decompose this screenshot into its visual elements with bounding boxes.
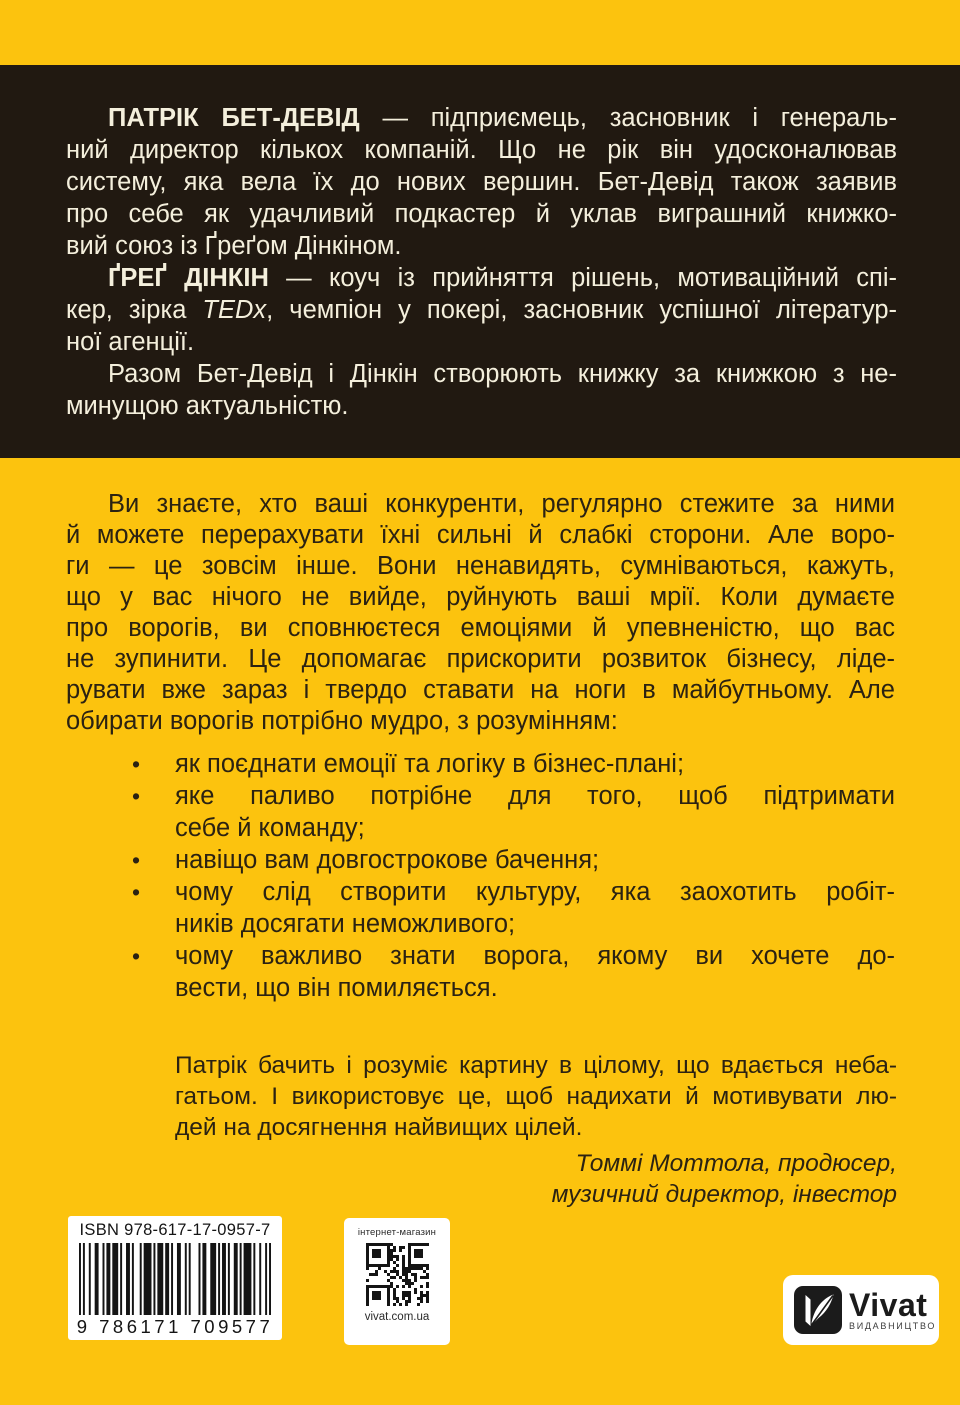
bullet-marker: • xyxy=(132,847,141,873)
text-line: минущою актуальністю. xyxy=(66,392,349,420)
qr-caption-url: vivat.com.ua xyxy=(364,1311,430,1323)
bullet-marker: • xyxy=(132,943,141,969)
text-line: як поєднати емоції та логіку в бізнес-плані; xyxy=(175,750,685,778)
publisher-logo xyxy=(783,1275,939,1345)
list-item xyxy=(66,876,895,940)
text-line: чому важливо знати ворога, якому ви хочете до- xyxy=(175,942,895,970)
list-item xyxy=(66,748,895,780)
endorsement-quote xyxy=(175,1050,897,1210)
text-line: музичний директор, інвестор xyxy=(551,1181,897,1208)
text-line: Ви знаєте, хто ваші конкуренти, регулярно стежите за ними xyxy=(108,490,895,518)
text-line: дей на досягнення найвищих цілей. xyxy=(175,1114,583,1141)
quote-attribution xyxy=(175,1148,897,1210)
bullet-marker: • xyxy=(132,783,141,809)
text-line: Разом Бет-Девід і Дінкін створюють книжку за книжкою з не- xyxy=(108,360,897,388)
annotation-text xyxy=(66,489,895,737)
text-line: рувати вже зараз і твердо ставати на ноги в майбутньому. Але xyxy=(66,676,895,704)
isbn-barcode-box xyxy=(68,1216,282,1340)
barcode-digits: 9 786171 709577 xyxy=(76,1316,274,1337)
authors-text xyxy=(66,102,897,422)
text-line: кер, зірка TEDx, чемпіон у покері, засновник успішної літератур- xyxy=(66,296,897,324)
text-line: ної агенції. xyxy=(66,328,195,356)
list-item xyxy=(66,940,895,1004)
annotation-block xyxy=(66,489,895,1004)
isbn-number: ISBN 978-617-17-0957-7 xyxy=(79,1221,271,1239)
text-line: обирати ворогів потрібно мудро, з розумінням: xyxy=(66,707,618,735)
list-item xyxy=(66,780,895,844)
text-line: систему, яка вела їх до нових вершин. Бет-Девід також заявив xyxy=(66,168,897,196)
text-line: навіщо вам довгострокове бачення; xyxy=(175,846,600,874)
barcode-image xyxy=(79,1243,271,1315)
text-line: чому слід створити культуру, яка заохотить робіт- xyxy=(175,878,895,906)
qr-code-image xyxy=(366,1243,429,1306)
text-line: себе й команду; xyxy=(175,814,365,842)
text-line: про себе як удачливий подкастер й уклав виграшний книжко- xyxy=(66,200,897,228)
vivat-feather-icon xyxy=(794,1286,842,1334)
text-line: вий союз із Ґреґом Дінкіном. xyxy=(66,232,402,260)
bullet-list xyxy=(66,748,895,1004)
text-line: ҐРЕҐ ДІНКІН — коуч із прийняття рішень, мотиваційний спі- xyxy=(108,264,897,292)
bullet-marker: • xyxy=(132,751,141,777)
authors-panel xyxy=(0,65,960,458)
text-line: гатьом. І використовує це, щоб надихати й мотивувати лю- xyxy=(175,1083,897,1110)
text-line: ників досягати неможливого; xyxy=(175,910,516,938)
quote-text xyxy=(175,1050,897,1143)
text-line: й можете перерахувати їхні сильні й слабкі сторони. Але воро- xyxy=(66,521,895,549)
publisher-subtitle: ВИДАВНИЦТВО xyxy=(849,1320,937,1331)
qr-caption-top: інтернет-магазин xyxy=(357,1227,437,1238)
text-line: що у вас нічого не вийде, руйнують ваші мрії. Коли думаєте xyxy=(66,583,895,611)
text-line: ний директор кількох компаній. Що не рік він удосконалював xyxy=(66,136,897,164)
text-line: ги — це зовсім інше. Вони ненавидять, сумніваються, кажуть, xyxy=(66,552,895,580)
text-line: Патрік бачить і розуміє картину в цілому, що вдається неба- xyxy=(175,1052,897,1079)
text-line: про ворогів, ви сповнюєтеся емоціями й упевненістю, що вас xyxy=(66,614,895,642)
text-line: Томмі Моттола, продюсер, xyxy=(575,1150,897,1177)
text-line: не зупинити. Це допомагає прискорити розвиток бізнесу, ліде- xyxy=(66,645,895,673)
publisher-logo-text xyxy=(849,1286,937,1331)
bullet-marker: • xyxy=(132,879,141,905)
text-line: ПАТРІК БЕТ-ДЕВІД — підприємець, засновник і генераль- xyxy=(108,104,897,132)
text-line: яке паливо потрібне для того, щоб підтримати xyxy=(175,782,895,810)
publisher-name: Vivat xyxy=(849,1286,928,1323)
list-item xyxy=(66,844,895,876)
text-line: вести, що він помиляється. xyxy=(175,974,498,1002)
qr-code-box xyxy=(344,1218,450,1345)
